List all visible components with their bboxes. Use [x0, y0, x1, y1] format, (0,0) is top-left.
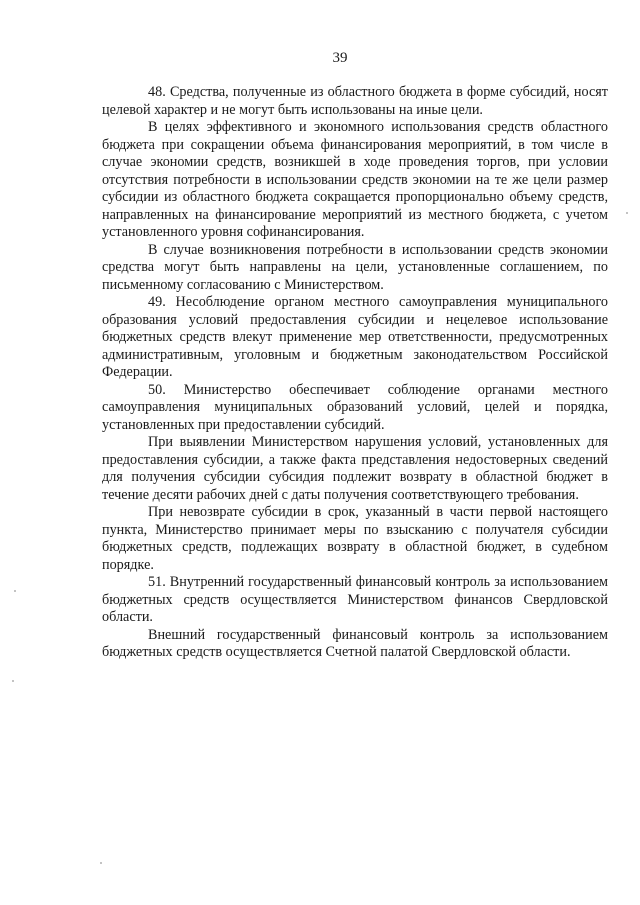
scan-speck [100, 862, 102, 864]
paragraph-51: 51. Внутренний государственный финансовый контроль за использованием бюджетных средств осуществляется Министерством финансов Свердловской области. [102, 574, 608, 625]
paragraph-savings: В целях эффективного и экономного использования средств областного бюджета при сокращении объема финансирования мероприятий, в том числе в случае экономии средств, возникшей в ходе проведения торгов, при условии отсутствия потребности в использовании средств экономии на те же цели размер субсидии из областного бюджета сокращается пропорционально объему средств, направленных на финансирование мероприятий из местного бюджета, с учетом установленного уровня софинансирования. [102, 119, 608, 240]
paragraph-50: 50. Министерство обеспечивает соблюдение органами местного самоуправления муниципальных образований условий, целей и порядка, установленных при предоставлении субсидий. [102, 381, 608, 433]
paragraph-49: 49. Несоблюдение органом местного самоуправления муниципального образования условий предоставления субсидии и нецелевое использование бюджетных средств влекут применение мер ответственности, предусмотренных административным, уголовным и бюджетным законодательством Российской Федерации. [102, 294, 608, 380]
scan-speck [14, 590, 16, 592]
scan-speck [12, 680, 14, 682]
paragraph-external-control: Внешний государственный финансовый контроль за использованием бюджетных средств осуществляется Счетной палатой Свердловской области. [102, 626, 608, 660]
paragraph-violations: При выявлении Министерством нарушения условий, установленных для предоставления субсидии, а также факта представления недостоверных сведений для получения субсидии субсидия подлежит возврату в областной бюджет в течение десяти рабочих дней с даты получения соответствующего требования. [102, 434, 608, 503]
scan-speck [626, 212, 628, 214]
page-number: 39 [332, 50, 348, 66]
paragraph-48: 48. Средства, полученные из областного бюджета в форме субсидий, носят целевой характер и не могут быть использованы на иные цели. [102, 84, 608, 118]
document-body [102, 84, 608, 662]
paragraph-savings-use: В случае возникновения потребности в использовании средств экономии средства могут быть направлены на цели, установленные соглашением, по письменному согласованию с Министерством. [102, 241, 608, 293]
paragraph-non-return: При невозврате субсидии в срок, указанный в части первой настоящего пункта, Министерство принимает меры по взысканию с получателя субсидии бюджетных средств, подлежащих возврату в областной бюджет, в судебном порядке. [102, 504, 608, 573]
